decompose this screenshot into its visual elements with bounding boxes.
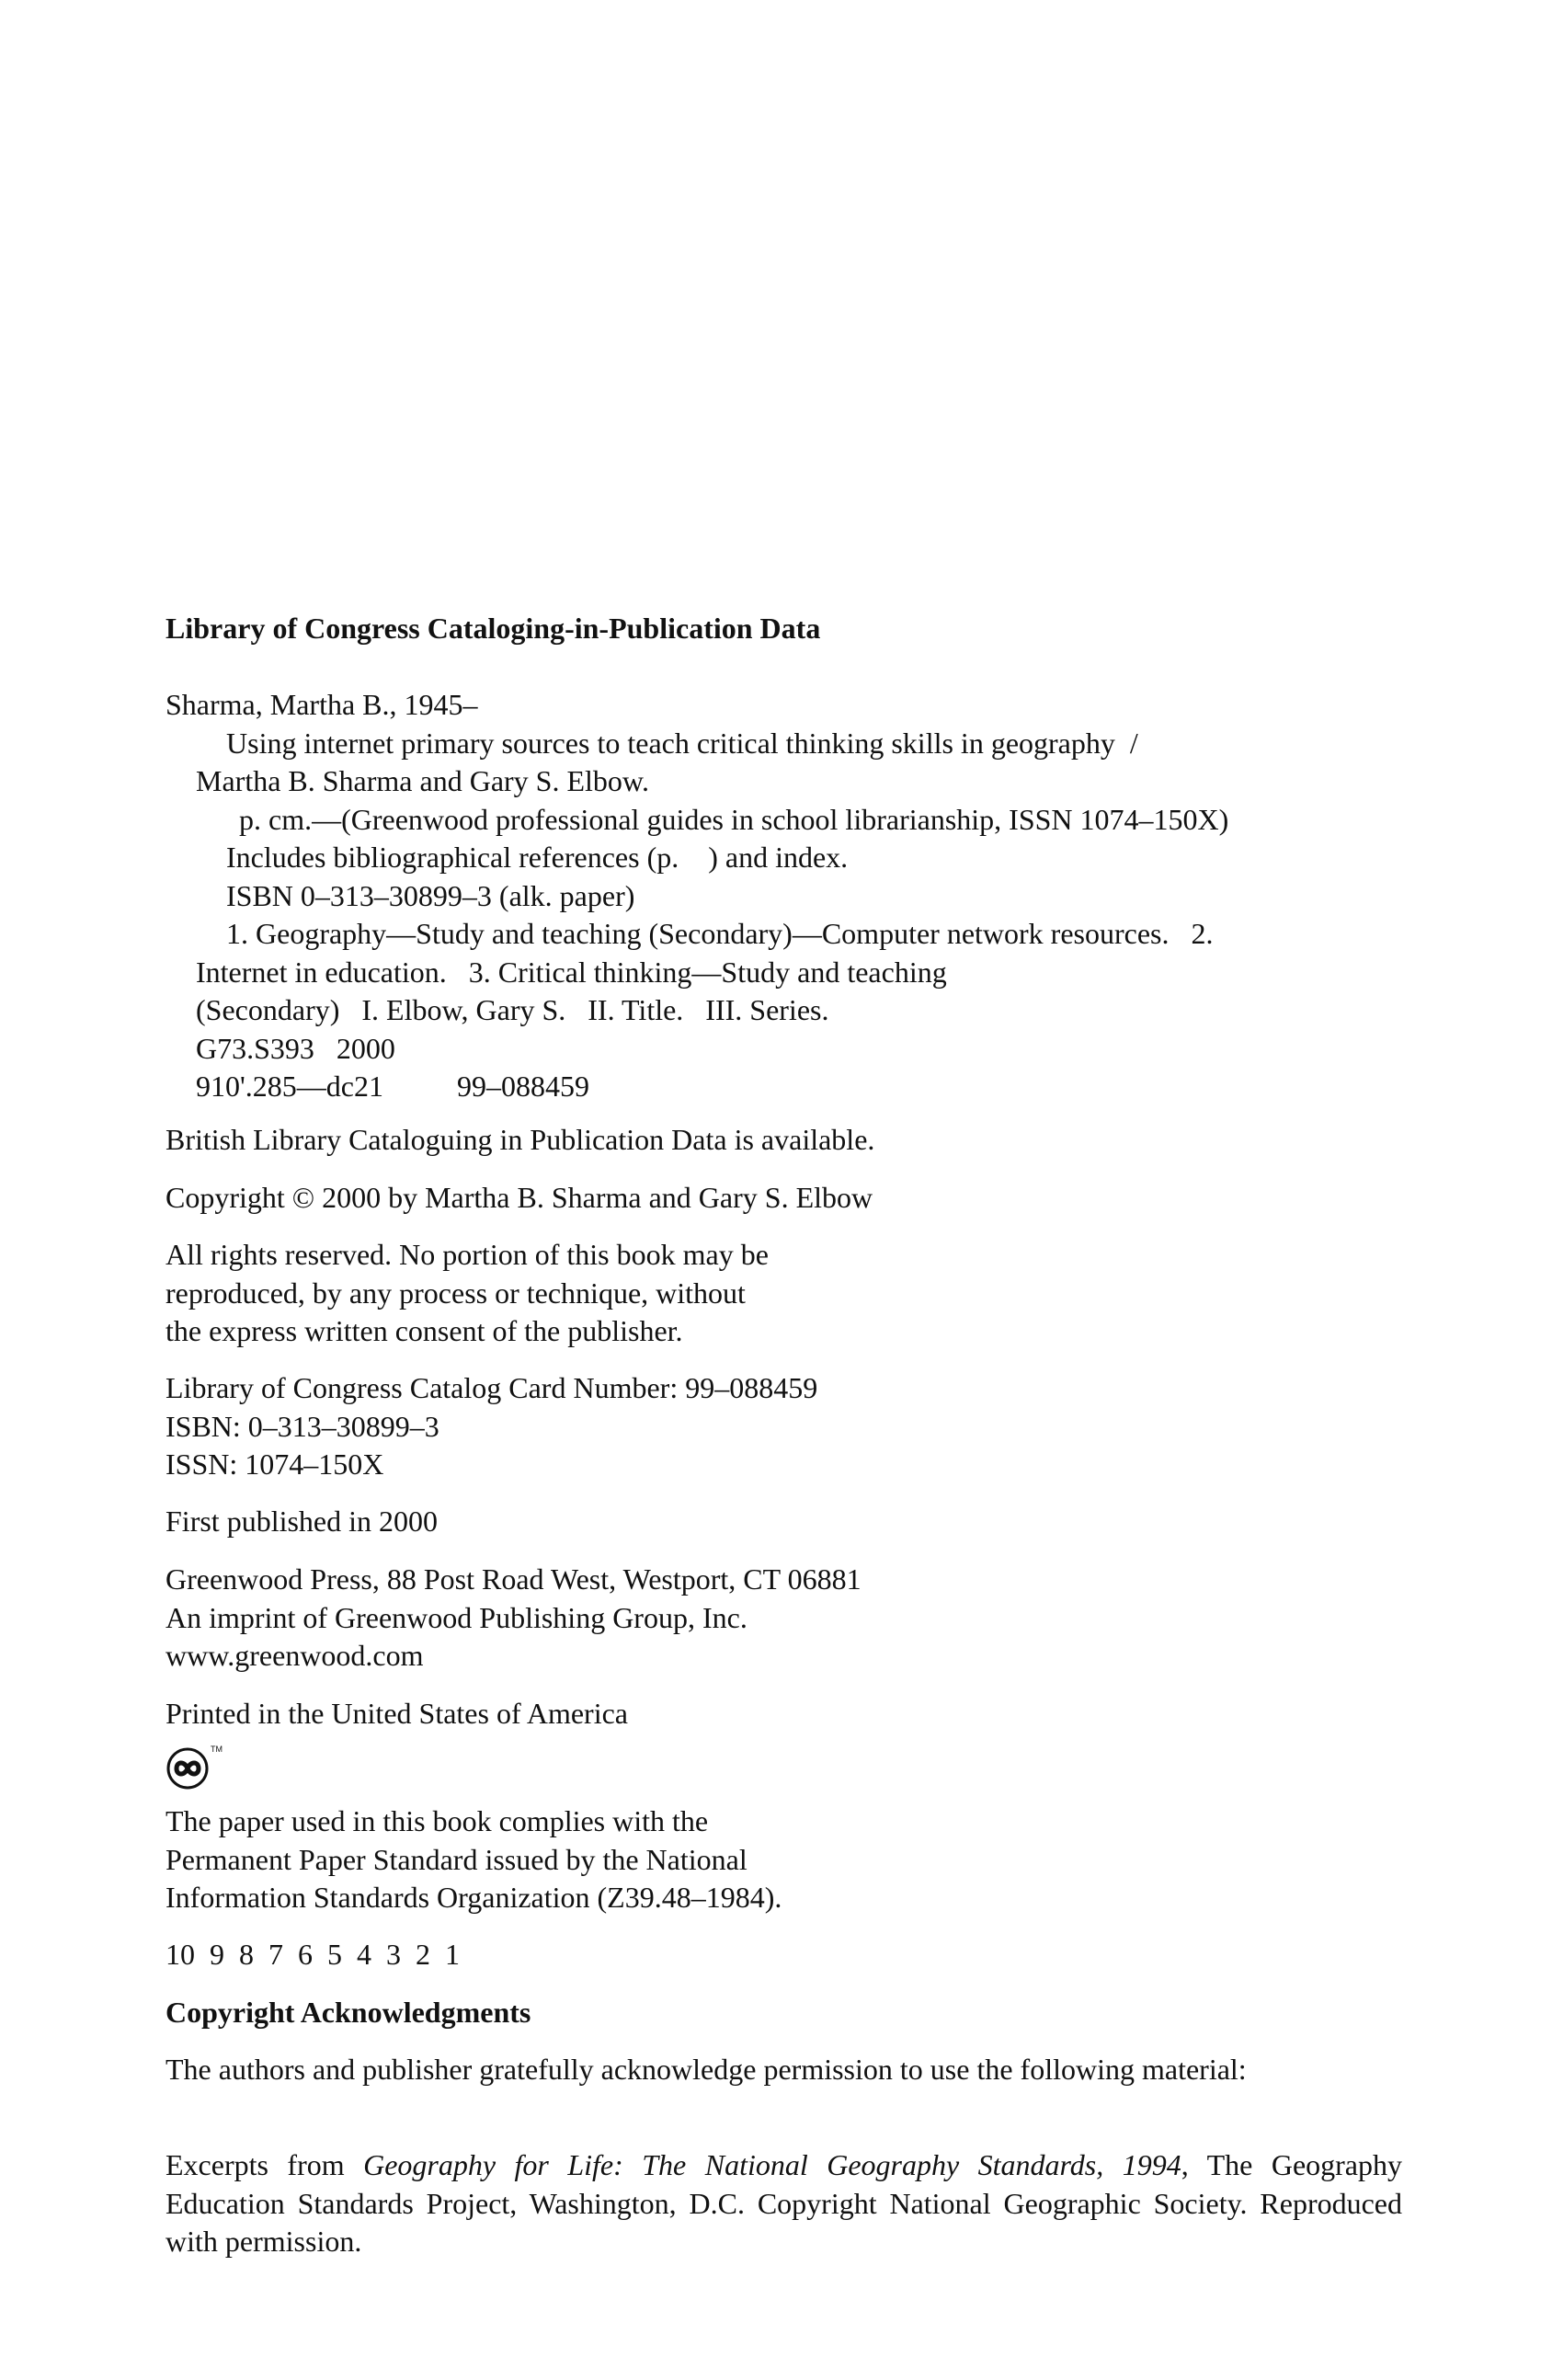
excerpt-paragraph	[165, 2146, 1402, 2261]
catalog-numbers	[165, 1369, 1402, 1484]
acknowledgments-excerpt	[165, 2146, 1402, 2261]
excerpt-title: Geography for Life: The National Geography Standards, 1994	[363, 2148, 1181, 2181]
cip-series: p. cm.—(Greenwood professional guides in school librarianship, ISSN 1074–150X)	[239, 802, 1229, 836]
paper-line-1: The paper used in this book complies with the	[165, 1804, 709, 1837]
catalog-isbn: ISBN: 0–313–30899–3	[165, 1409, 439, 1443]
rights-line-3: the express written consent of the publisher.	[165, 1314, 683, 1347]
printing-numbers	[165, 1936, 1402, 1974]
publisher-info	[165, 1561, 1402, 1676]
publisher-line-2: An imprint of Greenwood Publishing Group, Inc.	[165, 1600, 747, 1634]
cip-biblio: Includes bibliographical references (p. ) and index.	[226, 841, 849, 874]
cip-title-2: Martha B. Sharma and Gary S. Elbow.	[196, 764, 649, 797]
copyright-notice	[165, 1179, 1402, 1218]
cip-dewey: 910'.285—dc21 99–088459	[196, 1070, 589, 1103]
cip-isbn: ISBN 0–313–30899–3 (alk. paper)	[226, 878, 635, 912]
infinity-icon	[165, 1741, 230, 1792]
cip-block	[165, 610, 1402, 648]
acknowledgments-heading: Copyright Acknowledgments	[165, 1996, 531, 2029]
acknowledgments-heading-block	[165, 1994, 1402, 2032]
publisher-url: www.greenwood.com	[165, 1639, 424, 1672]
british-library-note	[165, 1121, 1402, 1160]
printed-in	[165, 1695, 1402, 1734]
printed-in-text: Printed in the United States of America	[165, 1697, 628, 1730]
excerpt-rest: , The Geography Education Standards Project, Washington, D.C. Copyright National Geographic Society. Reproduced with permission.	[165, 2148, 1402, 2258]
paper-line-2: Permanent Paper Standard issued by the National	[165, 1842, 747, 1876]
acknowledgments-intro	[165, 2051, 1402, 2089]
excerpt-prefix: Excerpts from	[165, 2148, 364, 2181]
catalog-card-number: Library of Congress Catalog Card Number: 99–088459	[165, 1371, 818, 1404]
british-library-text: British Library Cataloguing in Publication Data is available.	[165, 1123, 875, 1156]
permanence-mark	[165, 1741, 230, 1792]
cip-subjects-2: Internet in education. 3. Critical thinking—Study and teaching	[196, 955, 947, 989]
trademark-mark: TM	[211, 1745, 223, 1754]
cip-lc-class: G73.S393 2000	[196, 1031, 395, 1065]
cip-title-1: Using internet primary sources to teach critical thinking skills in geography /	[226, 726, 1138, 760]
cip-subjects-3: (Secondary) I. Elbow, Gary S. II. Title. III. Series.	[196, 993, 829, 1026]
paper-line-3: Information Standards Organization (Z39.48–1984).	[165, 1881, 782, 1914]
first-published-text: First published in 2000	[165, 1505, 439, 1538]
rights-line-1: All rights reserved. No portion of this book may be	[165, 1238, 769, 1271]
printing-numbers-text: 10 9 8 7 6 5 4 3 2 1	[165, 1938, 460, 1971]
paper-statement	[165, 1802, 1402, 1917]
cip-subjects-1: 1. Geography—Study and teaching (Secondary)—Computer network resources. 2.	[226, 917, 1214, 950]
rights-line-2: reproduced, by any process or technique, without	[165, 1276, 746, 1310]
acknowledgments-intro-text: The authors and publisher gratefully acknowledge permission to use the following material:	[165, 2053, 1247, 2086]
copyright-text: Copyright © 2000 by Martha B. Sharma and Gary S. Elbow	[165, 1181, 873, 1214]
first-published	[165, 1503, 1402, 1541]
catalog-issn: ISSN: 1074–150X	[165, 1447, 384, 1481]
cip-heading: Library of Congress Cataloging-in-Publication Data	[165, 612, 821, 645]
publisher-line-1: Greenwood Press, 88 Post Road West, Westport, CT 06881	[165, 1562, 862, 1596]
cip-record	[165, 686, 1402, 1106]
cip-author: Sharma, Martha B., 1945–	[165, 688, 478, 721]
rights-statement	[165, 1236, 1402, 1351]
